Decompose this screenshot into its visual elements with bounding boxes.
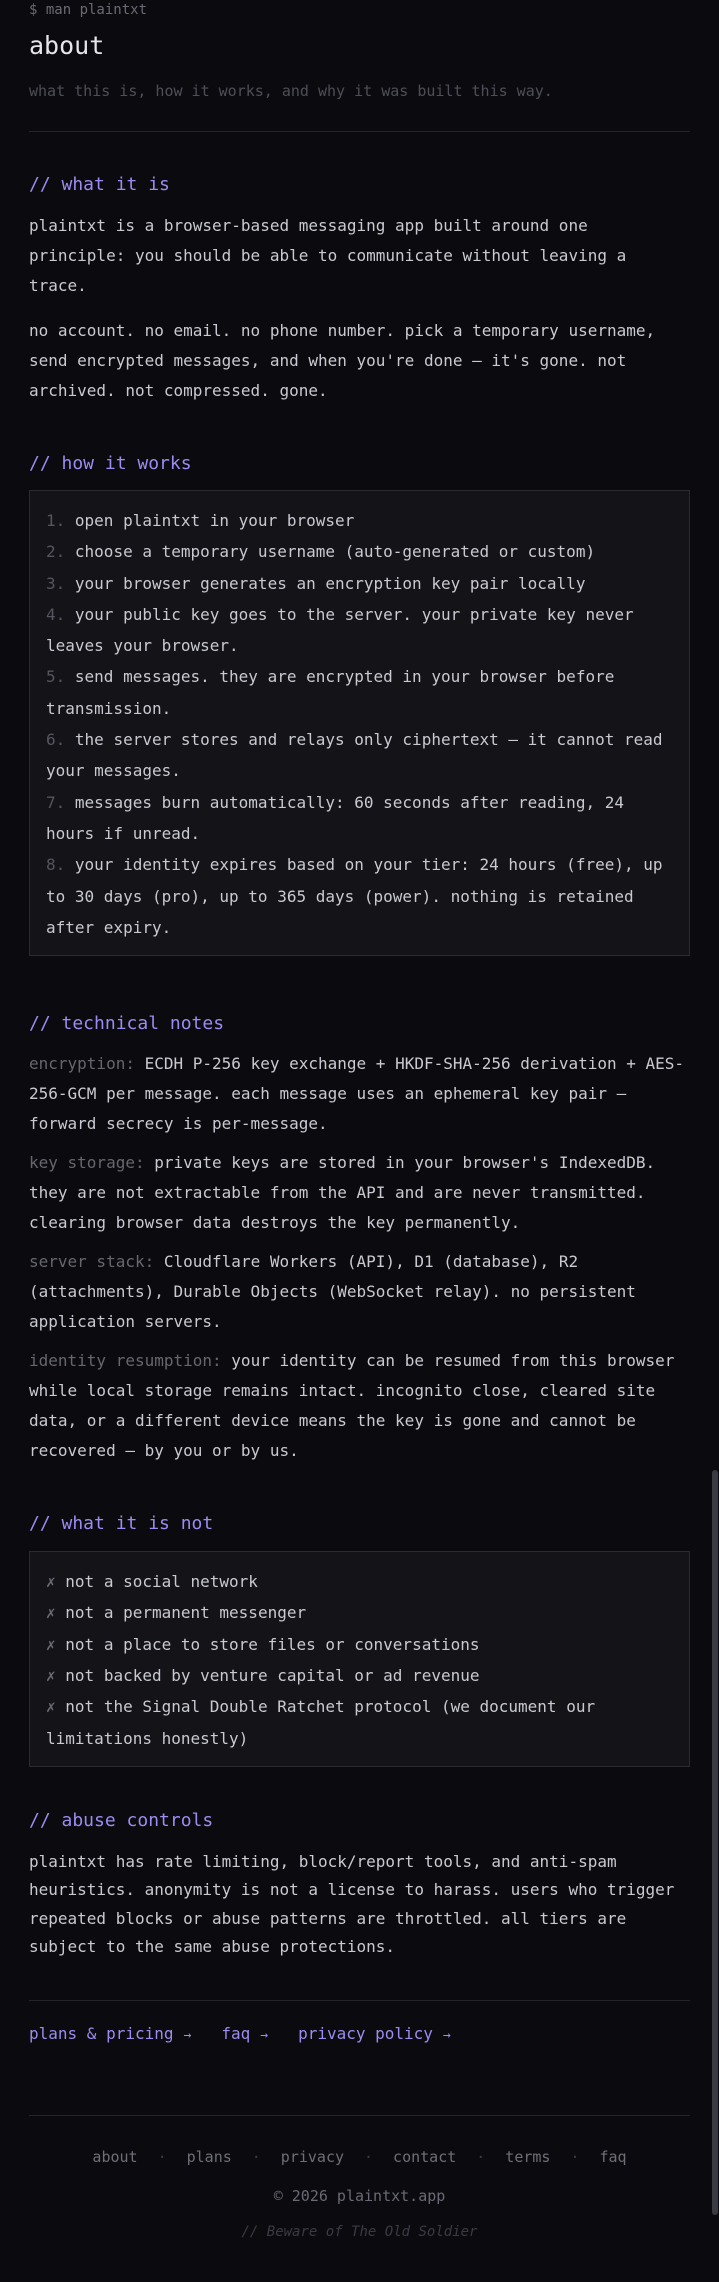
note-label: key storage: <box>29 1153 145 1173</box>
arrow-right-icon: → <box>260 2027 269 2043</box>
step-number: 8. <box>46 855 66 875</box>
command-prompt: $ man plaintxt <box>29 2 148 18</box>
step-item <box>46 661 673 724</box>
note-text: ECDH P-256 key exchange + HKDF-SHA-256 derivation + AES-256-GCM per message. each message uses an ephemeral key pair — forward secrecy is per-message. <box>29 1054 685 1134</box>
page-title: about <box>29 31 105 60</box>
list-item-text: not the Signal Double Ratchet protocol (we document our limitations honestly) <box>46 1697 596 1748</box>
section-heading-technical-notes: // technical notes <box>29 1013 225 1035</box>
step-text: open plaintxt in your browser <box>74 511 355 530</box>
link-label: plans & pricing <box>29 2023 174 2043</box>
step-item <box>46 849 673 943</box>
arrow-right-icon: → <box>442 2027 451 2043</box>
list-item-text: not a place to store files or conversations <box>65 1634 480 1654</box>
separator: · <box>157 2147 167 2166</box>
list-item <box>46 1691 673 1754</box>
step-item <box>46 505 673 536</box>
separator: · <box>251 2147 261 2166</box>
cross-icon: ✗ <box>46 1634 56 1654</box>
step-number: 4. <box>46 604 66 624</box>
what-it-is-not-list <box>29 1551 690 1767</box>
step-item <box>46 787 673 850</box>
note-text: Cloudflare Workers (API), D1 (database), R2 (attachments), Durable Objects (WebSocket relay). no persistent application servers. <box>29 1252 636 1332</box>
footer-link-about[interactable]: about <box>92 2147 138 2166</box>
step-text: your browser generates an encryption key pair locally <box>74 573 586 593</box>
step-text: your identity expires based on your tier: 24 hours (free), up to 30 days (pro), up to 365 days (power). nothing is retained after expiry. <box>46 855 663 937</box>
step-item <box>46 536 673 567</box>
step-text: the server stores and relays only ciphertext — it cannot read your messages. <box>46 730 663 781</box>
footer-link-faq[interactable]: faq <box>599 2147 627 2166</box>
privacy-policy-link[interactable] <box>298 2024 451 2043</box>
step-item <box>46 568 673 599</box>
separator: · <box>476 2147 486 2166</box>
list-item <box>46 1597 673 1628</box>
footer-link-privacy[interactable]: privacy <box>280 2147 345 2166</box>
abuse-controls-paragraph: plaintxt has rate limiting, block/report tools, and anti-spam heuristics. anonymity is not a license to harass. users who trigger repeated blocks or abuse patterns are throttled. all tiers are subject to the same abuse protections. <box>29 1851 675 1957</box>
list-item-text: not a social network <box>65 1572 258 1592</box>
link-label: privacy policy <box>298 2023 433 2043</box>
note-text: private keys are stored in your browser's IndexedDB. they are not extractable from the API and are never transmitted. clearing browser data destroys the key permanently. <box>29 1153 656 1233</box>
technical-note <box>29 1247 690 1337</box>
step-number: 7. <box>46 792 66 812</box>
step-item <box>46 724 673 787</box>
note-label: encryption: <box>29 1054 135 1074</box>
page-subtitle: what this is, how it works, and why it was built this way. <box>29 82 553 100</box>
arrow-right-icon: → <box>183 2027 192 2043</box>
footer-divider <box>29 2115 690 2116</box>
cross-icon: ✗ <box>46 1603 56 1623</box>
how-it-works-steps <box>29 490 690 956</box>
technical-note <box>29 1148 690 1238</box>
note-label: server stack: <box>29 1252 155 1272</box>
step-text: choose a temporary username (auto-generated or custom) <box>74 542 596 562</box>
divider <box>29 131 690 132</box>
footer-link-contact[interactable]: contact <box>393 2147 457 2166</box>
separator: · <box>364 2147 374 2166</box>
step-number: 3. <box>46 573 66 593</box>
copyright: © 2026 plaintxt.app <box>273 2186 446 2205</box>
step-text: send messages. they are encrypted in your browser before transmission. <box>46 667 615 718</box>
section-heading-what-it-is-not: // what it is not <box>29 1513 214 1535</box>
list-item-text: not backed by venture capital or ad revenue <box>65 1666 480 1686</box>
list-item <box>46 1629 673 1660</box>
related-links <box>29 2023 690 2047</box>
cross-icon: ✗ <box>46 1666 56 1686</box>
step-number: 2. <box>46 542 66 562</box>
step-number: 1. <box>46 511 66 530</box>
divider <box>29 2000 690 2001</box>
list-item <box>46 1566 673 1597</box>
what-it-is-paragraph-1: plaintxt is a browser-based messaging app built around one principle: you should be able to communicate without leaving a trace. <box>29 216 627 295</box>
step-item <box>46 599 673 662</box>
step-number: 6. <box>46 730 66 750</box>
plans-pricing-link[interactable] <box>29 2024 191 2043</box>
technical-note <box>29 1346 690 1466</box>
about-page <box>29 0 690 2242</box>
section-heading-what-it-is: // what it is <box>29 174 170 195</box>
link-label: faq <box>221 2023 251 2043</box>
separator: · <box>570 2147 580 2166</box>
step-number: 5. <box>46 667 66 687</box>
list-item-text: not a permanent messenger <box>65 1603 307 1623</box>
footer-nav <box>29 2147 690 2167</box>
section-heading-abuse-controls: // abuse controls <box>29 1809 214 1831</box>
list-item <box>46 1660 673 1691</box>
faq-link[interactable] <box>221 2024 268 2043</box>
scrollbar-thumb[interactable] <box>712 1470 718 2215</box>
footer-motto: // Beware of The Old Soldier <box>241 2223 478 2240</box>
cross-icon: ✗ <box>46 1572 56 1592</box>
footer-link-terms[interactable]: terms <box>505 2147 551 2166</box>
cross-icon: ✗ <box>46 1697 56 1717</box>
note-label: identity resumption: <box>29 1351 222 1371</box>
step-text: your public key goes to the server. your private key never leaves your browser. <box>46 604 634 656</box>
technical-note <box>29 1049 690 1139</box>
what-it-is-paragraph-2: no account. no email. no phone number. pick a temporary username, send encrypted messages, and when you're done — it's gone. not archived. not compressed. gone. <box>29 321 656 400</box>
note-text: your identity can be resumed from this browser while local storage remains intact. incognito close, cleared site data, or a different device means the key is gone and cannot be recovered — by you or by us. <box>29 1351 675 1461</box>
step-text: messages burn automatically: 60 seconds after reading, 24 hours if unread. <box>46 792 624 843</box>
section-heading-how-it-works: // how it works <box>29 453 192 474</box>
footer-link-plans[interactable]: plans <box>186 2147 232 2166</box>
